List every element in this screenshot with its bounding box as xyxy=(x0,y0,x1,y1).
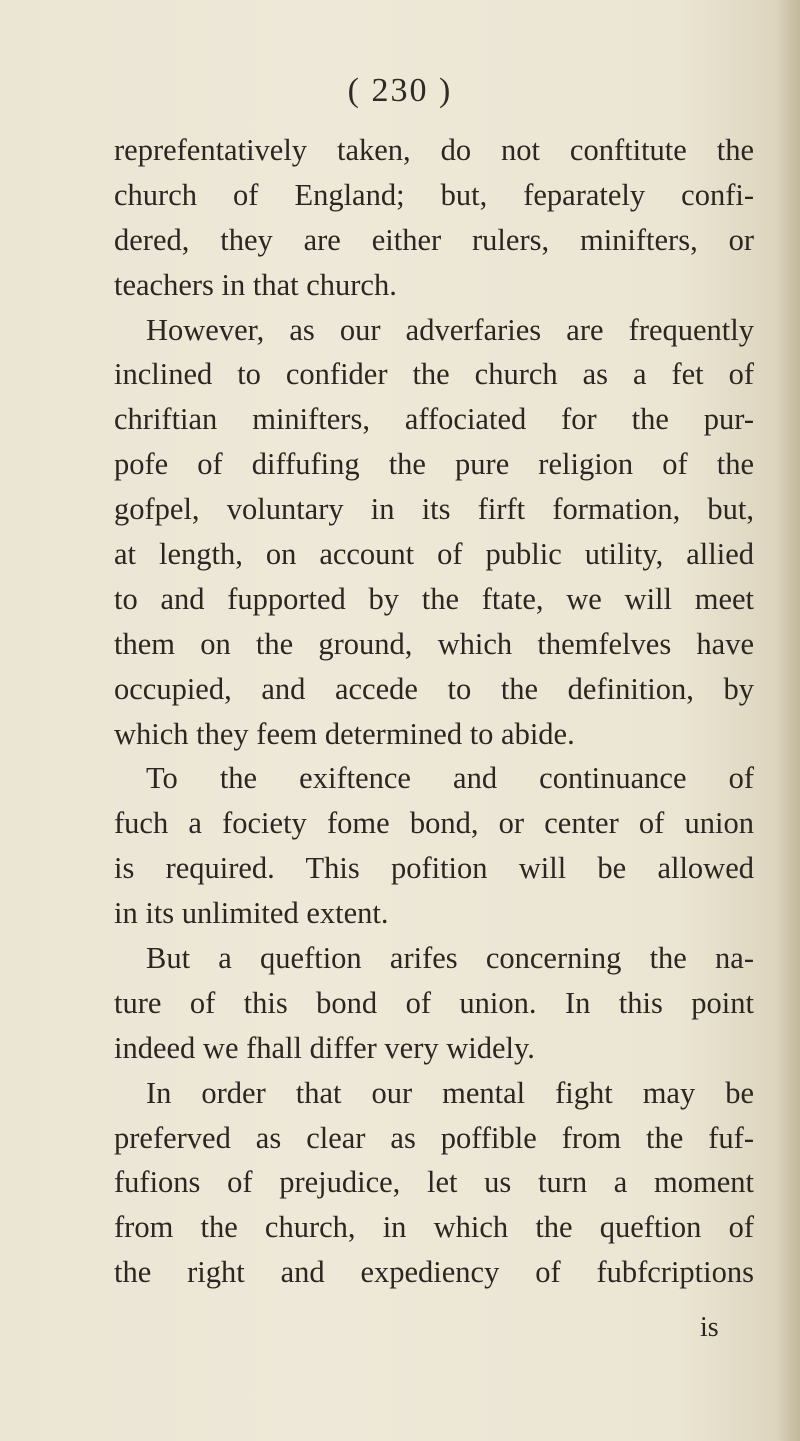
text-line: occupied, and accede to the definition, by xyxy=(114,671,754,706)
text-line: To the exiftence and continuance of xyxy=(146,761,754,796)
text-line: which they feem determined to abide. xyxy=(114,716,575,751)
page-number-header: ( 230 ) xyxy=(347,72,453,109)
text-line: chriftian minifters, affociated for the pur- xyxy=(114,402,754,437)
body-text xyxy=(114,128,754,1295)
text-line: is required. This pofition will be allowed xyxy=(114,851,754,886)
text-line: from the church, in which the queftion of xyxy=(114,1210,754,1245)
catchword: is xyxy=(700,1312,719,1343)
text-line: indeed we fhall differ very widely. xyxy=(114,1030,535,1065)
text-line: in its unlimited extent. xyxy=(114,896,389,931)
text-line: preferved as clear as poffible from the fuf- xyxy=(114,1120,754,1155)
text-line: reprefentatively taken, do not conftitute the xyxy=(114,133,754,167)
page-edge-shadow xyxy=(778,0,800,1441)
text-line: fufions of prejudice, let us turn a moment xyxy=(114,1165,754,1200)
text-line: to and fupported by the ftate, we will meet xyxy=(114,581,754,616)
text-line: them on the ground, which themfelves have xyxy=(114,626,754,661)
text-line: In order that our mental fight may be xyxy=(146,1075,754,1110)
text-line: gofpel, voluntary in its firft formation, but, xyxy=(114,492,754,527)
text-line: ture of this bond of union. In this point xyxy=(114,985,754,1020)
text-line: teachers in that church. xyxy=(114,267,397,302)
text-line: However, as our adverfaries are frequently xyxy=(146,312,754,347)
text-line: But a queftion arifes concerning the na- xyxy=(146,941,754,976)
text-line: church of England; but, feparately confi- xyxy=(114,177,754,212)
text-line: inclined to confider the church as a fet of xyxy=(114,357,754,392)
text-line: the right and expediency of fubfcriptions xyxy=(114,1255,754,1290)
text-line: dered, they are either rulers, minifters, or xyxy=(114,222,754,257)
text-line: fuch a fociety fome bond, or center of union xyxy=(114,806,754,841)
text-line: pofe of diffufing the pure religion of the xyxy=(114,447,754,482)
text-line: at length, on account of public utility, allied xyxy=(114,537,754,572)
